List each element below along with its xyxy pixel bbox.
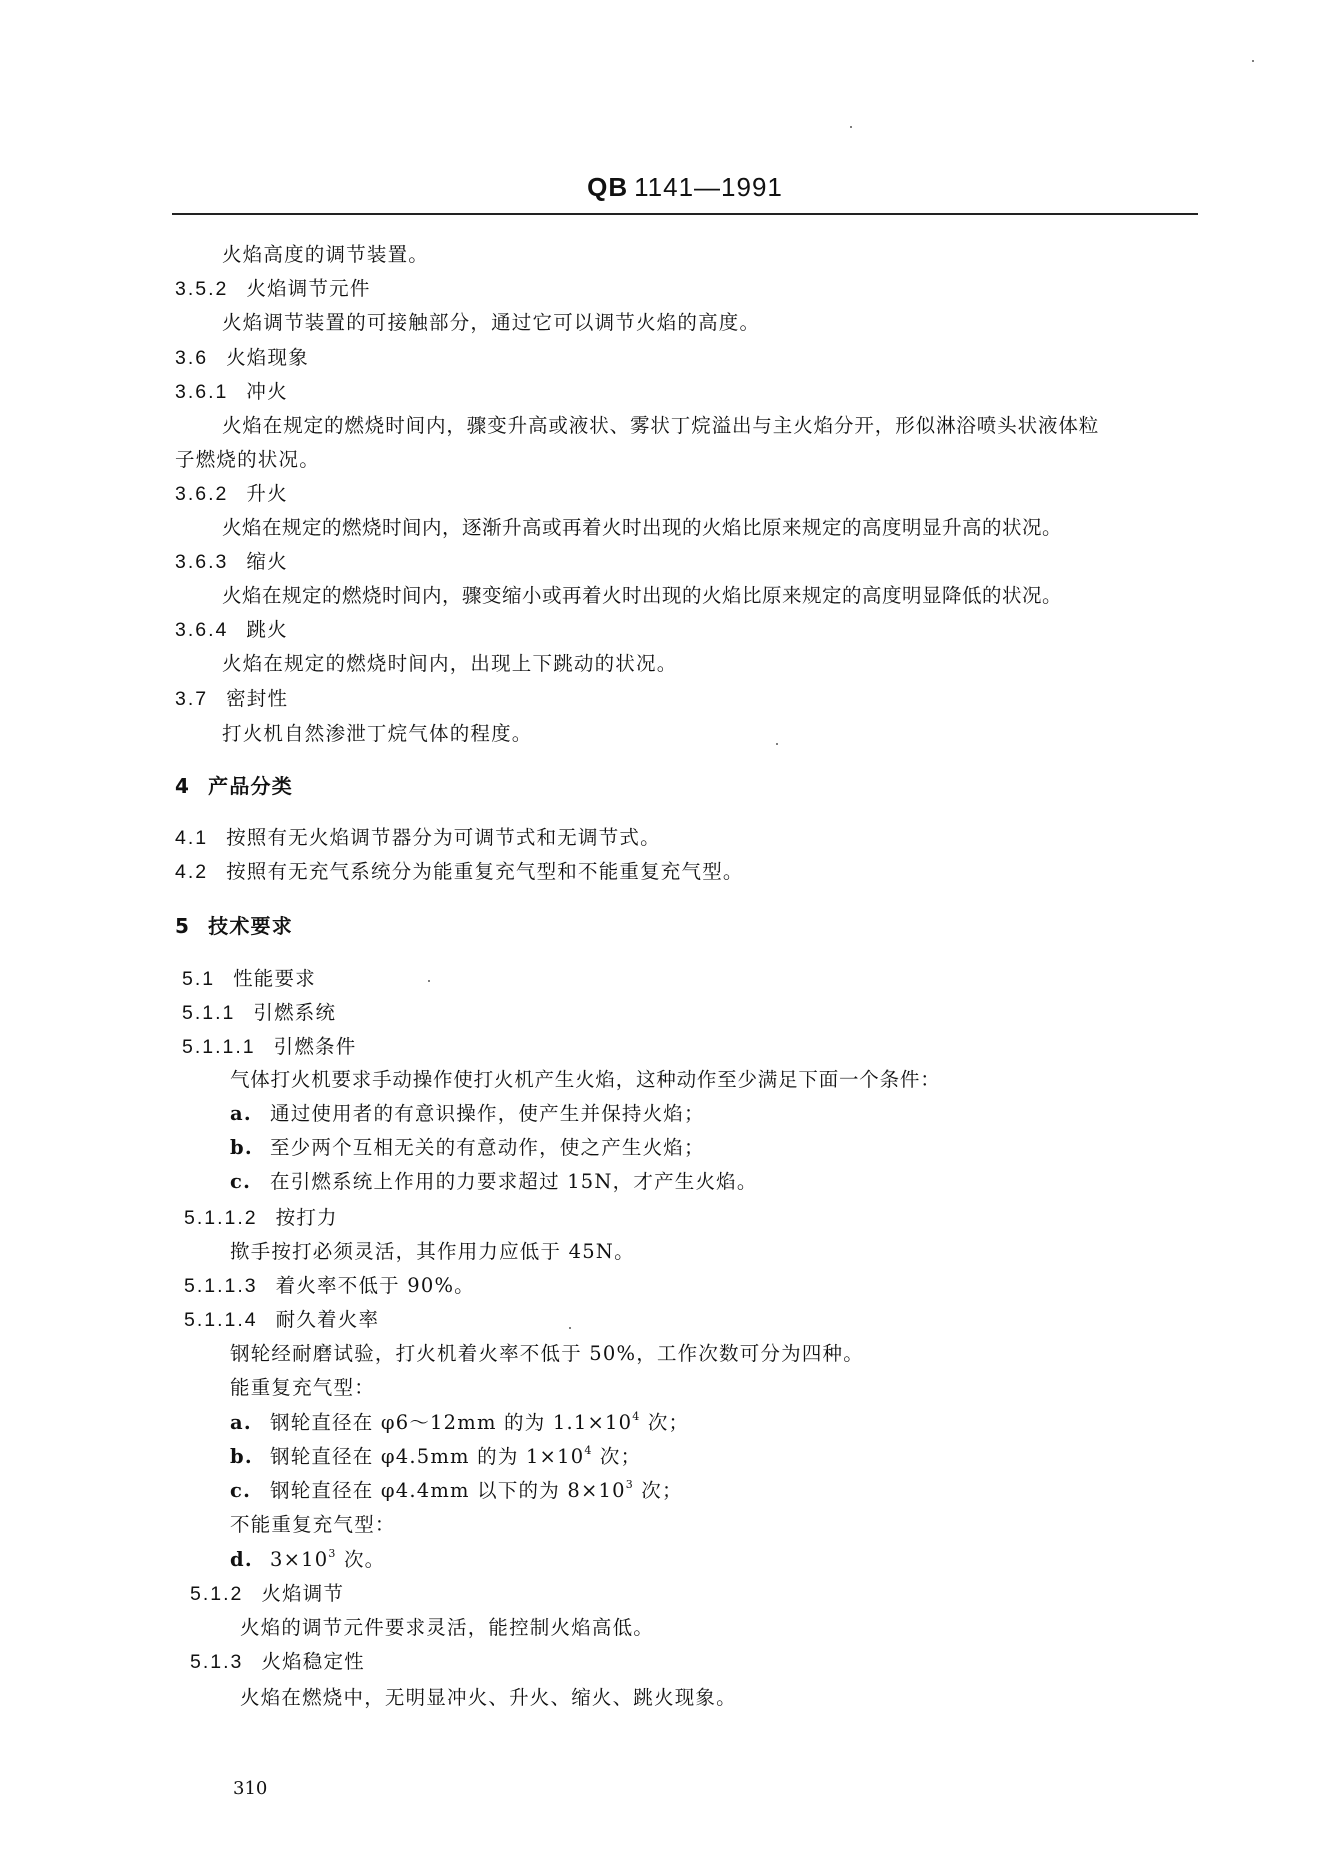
clause-number: 5.1 [182, 968, 216, 990]
clause-heading [184, 1306, 379, 1334]
body-text: 火焰高度的调节装置。 [222, 243, 430, 266]
clause-number: 5.1.1.3 [184, 1275, 258, 1297]
body-text: 能重复充气型： [230, 1376, 375, 1399]
body-text: 打火机自然渗泄丁烷气体的程度。 [222, 722, 533, 745]
exponent: 3 [328, 1547, 337, 1560]
clause-heading [182, 999, 336, 1027]
list-text: 钢轮直径在 φ6～12mm 的为 1.1×10 [270, 1411, 633, 1434]
scan-speck [850, 126, 852, 128]
list-text: 通过使用者的有意识操作，使产生并保持火焰； [270, 1102, 705, 1125]
list-item [230, 1168, 758, 1196]
list-item [230, 1134, 705, 1162]
body-text: 揿手按打必须灵活，其作用力应低于 45N。 [230, 1240, 635, 1263]
list-marker: c. [230, 1479, 252, 1502]
clause-number: 3.6.3 [175, 551, 229, 573]
body-text: 火焰调节装置的可接触部分，通过它可以调节火焰的高度。 [222, 311, 761, 334]
section-number: 5 [175, 914, 191, 938]
clause-heading [190, 1648, 365, 1676]
clause-title: 引燃条件 [273, 1035, 357, 1058]
clause-number: 4.1 [175, 827, 209, 849]
standard-header [172, 172, 1198, 216]
exponent: 4 [632, 1410, 641, 1423]
clause-heading [175, 344, 309, 372]
list-marker: b. [230, 1136, 253, 1159]
list-marker: d. [230, 1548, 253, 1571]
body-text: 火焰在燃烧中，无明显冲火、升火、缩火、跳火现象。 [240, 1686, 737, 1709]
clause-number: 3.5.2 [175, 278, 229, 300]
list-item [230, 1409, 689, 1437]
page-number: 310 [233, 1778, 268, 1799]
clause-text: 按照有无充气系统分为能重复充气型和不能重复充气型。 [226, 860, 744, 883]
body-text: 子燃烧的状况。 [175, 448, 320, 471]
list-text-tail: 次。 [336, 1548, 386, 1571]
body-text: 火焰在规定的燃烧时间内，出现上下跳动的状况。 [222, 652, 678, 675]
list-item [230, 1546, 385, 1574]
clause-heading [175, 685, 288, 713]
list-item [230, 1477, 683, 1505]
clause-heading [175, 548, 288, 576]
list-item [230, 1100, 705, 1128]
body-text: 火焰的调节元件要求灵活，能控制火焰高低。 [240, 1616, 655, 1639]
body-text: 不能重复充气型： [230, 1513, 396, 1536]
body-text: 气体打火机要求手动操作使打火机产生火焰，这种动作至少满足下面一个条件： [230, 1068, 941, 1091]
clause-title: 缩火 [246, 550, 288, 573]
clause-title: 引燃系统 [253, 1001, 337, 1024]
scan-speck [1252, 60, 1254, 62]
section-number: 4 [175, 774, 191, 798]
clause-heading [175, 378, 288, 406]
list-text-tail: 次； [640, 1411, 690, 1434]
body-text: 火焰在规定的燃烧时间内，骤变升高或液状、雾状丁烷溢出与主火焰分开，形似淋浴喷头状液体粒 [222, 414, 1100, 437]
clause-title: 跳火 [246, 618, 288, 641]
clause-item [175, 858, 744, 886]
clause-title: 火焰稳定性 [261, 1650, 365, 1673]
section-heading [175, 772, 293, 800]
clause-text: 着火率不低于 90%。 [275, 1274, 475, 1297]
clause-number: 4.2 [175, 861, 209, 883]
clause-number: 3.7 [175, 688, 209, 710]
clause-heading [175, 275, 371, 303]
clause-number: 3.6.4 [175, 619, 229, 641]
scan-speck [428, 980, 430, 982]
header-rule [172, 213, 1198, 215]
list-text-tail: 次； [592, 1445, 642, 1468]
clause-number: 3.6.2 [175, 483, 229, 505]
list-text: 3×10 [270, 1548, 329, 1571]
scan-speck [776, 743, 778, 745]
clause-heading [182, 1033, 356, 1061]
clause-number: 5.1.1 [182, 1002, 236, 1024]
body-text: 火焰在规定的燃烧时间内，逐渐升高或再着火时出现的火焰比原来规定的高度明显升高的状况。 [222, 516, 1063, 539]
list-text-tail: 次； [633, 1479, 683, 1502]
clause-number: 5.1.2 [190, 1583, 244, 1605]
clause-heading [175, 480, 288, 508]
clause-title: 火焰调节元件 [246, 277, 371, 300]
section-title: 技术要求 [208, 914, 293, 938]
standard-number: 1141—1991 [634, 172, 783, 202]
section-title: 产品分类 [208, 774, 293, 798]
clause-number: 3.6.1 [175, 381, 229, 403]
scan-speck [569, 1327, 571, 1329]
clause-number: 3.6 [175, 347, 209, 369]
clause-title: 性能要求 [233, 967, 316, 990]
clause-item [175, 824, 661, 852]
clause-title: 升火 [246, 482, 288, 505]
clause-heading [190, 1580, 344, 1608]
list-text: 钢轮直径在 φ4.4mm 以下的为 8×10 [270, 1479, 626, 1502]
clause-title: 冲火 [246, 380, 288, 403]
clause-number: 5.1.3 [190, 1651, 244, 1673]
list-marker: c. [230, 1170, 252, 1193]
clause-title: 耐久着火率 [275, 1308, 380, 1331]
clause-title: 密封性 [226, 687, 289, 710]
list-text: 至少两个互相无关的有意动作，使之产生火焰； [270, 1136, 705, 1159]
standard-code: QB [587, 172, 629, 202]
list-text: 钢轮直径在 φ4.5mm 的为 1×10 [270, 1445, 585, 1468]
clause-number: 5.1.1.2 [184, 1207, 258, 1229]
clause-title: 火焰调节 [261, 1582, 345, 1605]
clause-text: 按照有无火焰调节器分为可调节式和无调节式。 [226, 826, 661, 849]
clause-item [184, 1272, 475, 1300]
clause-title: 按打力 [275, 1206, 338, 1229]
body-text: 钢轮经耐磨试验，打火机着火率不低于 50%，工作次数可分为四种。 [230, 1342, 864, 1365]
list-marker: a. [230, 1411, 252, 1434]
clause-heading [184, 1204, 338, 1232]
list-item [230, 1443, 641, 1471]
body-text: 火焰在规定的燃烧时间内，骤变缩小或再着火时出现的火焰比原来规定的高度明显降低的状况。 [222, 584, 1063, 607]
section-heading [175, 912, 293, 940]
clause-heading [175, 616, 288, 644]
list-marker: a. [230, 1102, 252, 1125]
clause-number: 5.1.1.4 [184, 1309, 258, 1331]
exponent: 4 [584, 1444, 593, 1457]
clause-heading [182, 965, 316, 993]
list-marker: b. [230, 1445, 253, 1468]
exponent: 3 [625, 1478, 634, 1491]
clause-number: 5.1.1.1 [182, 1036, 256, 1058]
clause-title: 火焰现象 [226, 346, 309, 369]
list-text: 在引燃系统上作用的力要求超过 15N，才产生火焰。 [270, 1170, 758, 1193]
